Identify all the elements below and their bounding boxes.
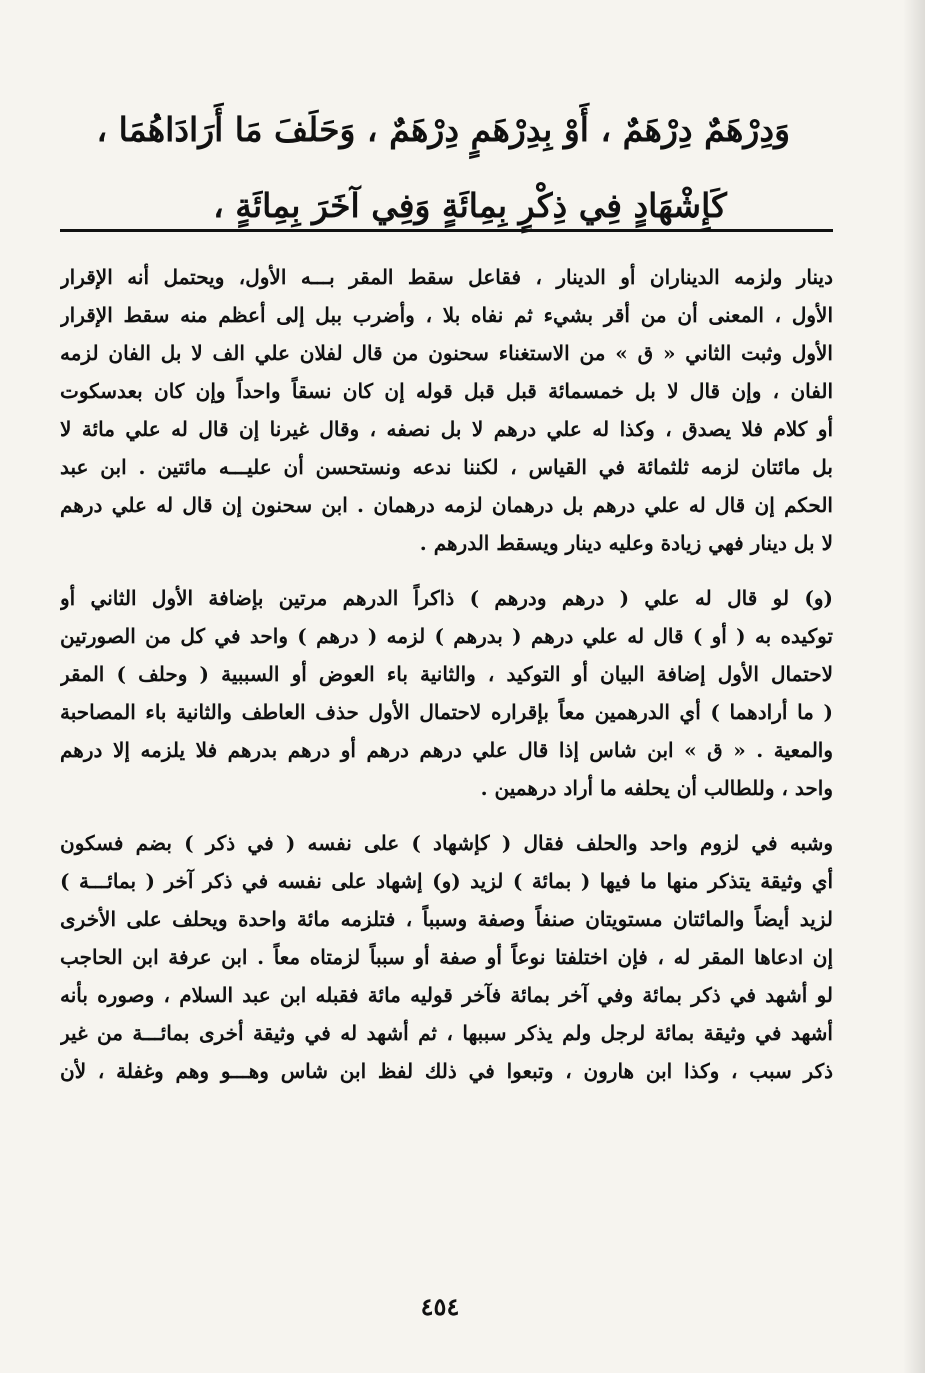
text-line: بل مائتان لزمه ثلثمائة في القياس ، لكننا ندعه ونستحسن أن عليـــه مائتين . ابن عبد xyxy=(60,455,833,479)
commentary-text xyxy=(60,258,833,1107)
paragraph xyxy=(60,824,833,1090)
text-line: الأول ، المعنى أن من أقر بشيء ثم نفاه بلا ، وأضرب ببل إلى أعظم منه سقط الإقرار xyxy=(60,303,833,327)
text-line: لزيد أيضاً والمائتان مستويتان صنفاً وصفة وسبباً ، فتلزمه مائة واحدة ويحلف على الأخرى xyxy=(60,907,833,931)
text-line: الأول وثبت الثاني « ق » من الاستغناء سحنون من قال لفلان علي الف لا بل الفان لزمه xyxy=(60,341,833,365)
text-line: أو كلام فلا يصدق ، وكذا له علي درهم لا بل نصفه ، وقال غيرنا إن قال له علي مائة لا xyxy=(60,417,833,441)
verse-line: وَدِرْهَمٌ دِرْهَمٌ ، أَوْ بِدِرْهَمٍ دِرْهَمٌ ، وَحَلَفَ مَا أَرَادَاهُمَا ، xyxy=(96,110,790,149)
header-divider xyxy=(60,229,833,232)
text-line: توكيده به ( أو ) قال له علي درهم ( بدرهم ) لزمه ( درهم ) واحد في كل من الصورتين xyxy=(60,624,833,648)
text-line: أي وثيقة يتذكر منها ما فيها ( بمائة ) لزيد (و) إشهاد على نفسه في ذكر آخر ( بمائـــة ) xyxy=(60,869,833,893)
verse-header xyxy=(96,92,790,244)
text-line: الفان ، وإن قال لا بل خمسمائة قبل قبل قوله إن كان نسقاً واحداً وإن كان بعدسكوت xyxy=(60,379,833,403)
text-line: لاحتمال الأول إضافة البيان أو التوكيد ، والثانية باء العوض أو السببية ( وحلف ) المقر xyxy=(60,662,833,686)
text-line: (و) لو قال له علي ( درهم ودرهم ) ذاكراً الدرهم مرتين بإضافة الأول الثاني أو xyxy=(60,586,833,610)
verse-line: كَإِشْهَادٍ فِي ذِكْرٍ بِمِائَةٍ وَفِي آخَرَ بِمِائَةٍ ، xyxy=(213,186,727,225)
text-line: واحد ، وللطالب أن يحلفه ما أراد درهمين . xyxy=(480,776,833,800)
scan-edge-shadow xyxy=(903,0,925,1373)
text-line: ( ما أرادهما ) أي الدرهمين معاً بإقراره لاحتمال الأول حذف العاطف والثانية باء المصاحبة xyxy=(60,700,833,724)
text-line: وشبه في لزوم واحد والحلف فقال ( كإشهاد ) على نفسه ( في ذكر ) بضم فسكون xyxy=(60,831,833,855)
text-line: ذكر سبب ، وكذا ابن هارون ، وتبعوا في ذلك لفظ ابن شاس وهـــو وهم وغفلة ، لأن xyxy=(60,1059,833,1083)
text-line: دينار ولزمه الديناران أو الدينار ، فقاعل سقط المقر بـــه الأول، ويحتمل أنه الإقرار xyxy=(60,265,833,289)
paragraph xyxy=(60,258,833,562)
text-line: لا بل دينار فهي زيادة وعليه دينار ويسقط الدرهم . xyxy=(419,531,833,555)
paragraph xyxy=(60,579,833,807)
text-line: لو أشهد في ذكر بمائة وفي آخر بمائة فآخر قوليه مائة فقبله ابن عبد السلام ، وصوره بأنه xyxy=(60,983,833,1007)
text-line: إن ادعاها المقر له ، فإن اختلفتا نوعاً أو صفة أو سبباً لزمتاه معاً . ابن عرفة ابن الحاجب xyxy=(60,945,833,969)
page-number: ٤٥٤ xyxy=(420,1292,460,1321)
text-line: والمعية . « ق » ابن شاس إذا قال علي درهم درهم أو درهم بدرهم فلا يلزمه إلا درهم xyxy=(60,738,833,762)
text-line: الحكم إن قال له علي درهم بل درهمان لزمه درهمان . ابن سحنون إن قال له علي درهم xyxy=(60,493,833,517)
text-line: أشهد في وثيقة بمائة لرجل ولم يذكر سببها ، ثم أشهد له في وثيقة أخرى بمائـــة من غير xyxy=(60,1021,833,1045)
